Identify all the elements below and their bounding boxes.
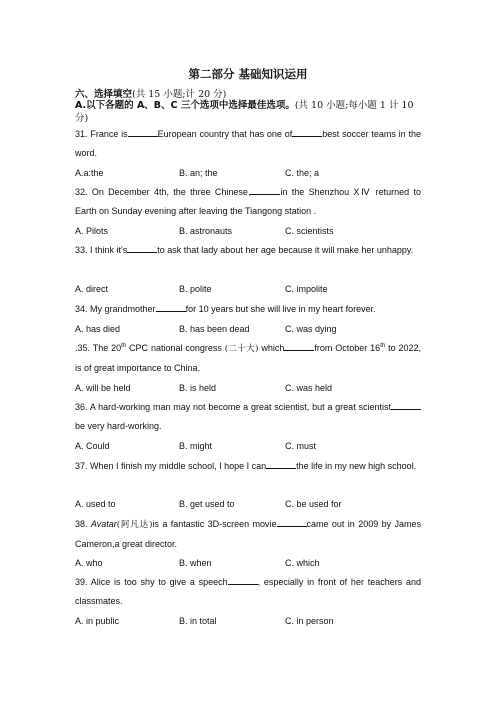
answer-blank <box>228 575 258 585</box>
options-31 <box>75 168 421 182</box>
options-38 <box>75 558 421 572</box>
option-b: B. polite <box>179 284 212 294</box>
option-a: A. in public <box>75 616 120 626</box>
option-a: A. Could <box>75 441 110 451</box>
option-b: B. get used to <box>179 499 235 509</box>
option-c: C. was dying <box>285 324 337 334</box>
instruction-label: A.以下各题的 A、B、C 三个选项中选择最佳选项。 <box>75 100 295 111</box>
question-38: 38. Avatar(阿凡达)is a fantastic 3D-screen movie came out in 2009 by James Cameron,a great director. <box>75 519 421 549</box>
section-heading <box>75 86 226 100</box>
answer-blank <box>284 341 314 351</box>
answer-blank <box>127 243 157 253</box>
options-36 <box>75 441 421 455</box>
options-35 <box>75 383 421 397</box>
question-33: 33. I think it's to ask that lady about her age because it will make her unhappy. <box>75 245 414 255</box>
option-c: C. must <box>285 441 317 451</box>
options-33 <box>75 284 421 298</box>
option-b: B. has been dead <box>179 324 250 334</box>
question-31: 31. France is European country that has one of best soccer teams in the word. <box>75 129 421 158</box>
option-b: B. an; the <box>179 168 218 178</box>
options-34 <box>75 324 421 338</box>
option-a: A. will be held <box>75 383 131 393</box>
section-label: 六、选择填空 <box>75 89 133 100</box>
option-c: C. scientists <box>285 226 334 236</box>
question-32: 32. On December 4th, the three Chinese, in the Shenzhou XⅣ returned to Earth on Sunday evening after leaving the Tiangong station . <box>75 187 421 216</box>
option-c: C. be used for <box>285 499 342 509</box>
instruction <box>75 99 423 125</box>
option-c: C. which <box>285 558 320 568</box>
answer-blank <box>250 185 280 195</box>
options-39 <box>75 616 421 630</box>
option-a: A. who <box>75 558 103 568</box>
question-37: 37. When I finish my middle school, I hope I can the life in my new high school. <box>75 461 417 471</box>
option-b: B. when <box>179 558 212 568</box>
option-a: A.a:the <box>75 168 104 178</box>
option-c: C. was held <box>285 383 333 393</box>
option-a: A. Pilots <box>75 226 109 236</box>
question-39: 39. Alice is too shy to give a speech , especially in front of her teachers and classmates. <box>75 577 421 606</box>
answer-blank <box>391 400 421 410</box>
question-34: 34. My grandmother for 10 years but she will live in my heart forever. <box>75 304 376 314</box>
answer-blank <box>156 302 186 312</box>
option-a: A. has died <box>75 324 121 334</box>
option-a: A. direct <box>75 284 109 294</box>
option-b: B. astronauts <box>179 226 233 236</box>
question-35: .35. The 20th CPC national congress (二十大) which from October 16th to 2022, is of great importance to China. <box>75 343 422 373</box>
answer-blank <box>277 517 307 527</box>
instruction-note: (共 10 小题;每小题 1 计 10 分) <box>75 100 414 124</box>
options-37 <box>75 499 421 513</box>
section-note: (共 15 小题;计 20 分) <box>132 89 227 100</box>
option-b: B. might <box>179 441 213 451</box>
option-a: A. used to <box>75 499 116 509</box>
question-36: 36. A hard-working man may not become a great scientist, but a great scientistbe very hard-working. <box>75 398 421 436</box>
option-c: C. in person <box>285 616 334 626</box>
answer-blank <box>128 127 158 137</box>
option-b: B. is held <box>179 383 217 393</box>
answer-blank <box>292 127 322 137</box>
page-title: 第二部分 基础知识运用 <box>188 67 308 81</box>
answer-blank <box>266 459 296 469</box>
option-c: C. impolite <box>285 284 328 294</box>
option-b: B. in total <box>179 616 217 626</box>
option-c: C. the; a <box>285 168 320 178</box>
options-32 <box>75 226 421 240</box>
